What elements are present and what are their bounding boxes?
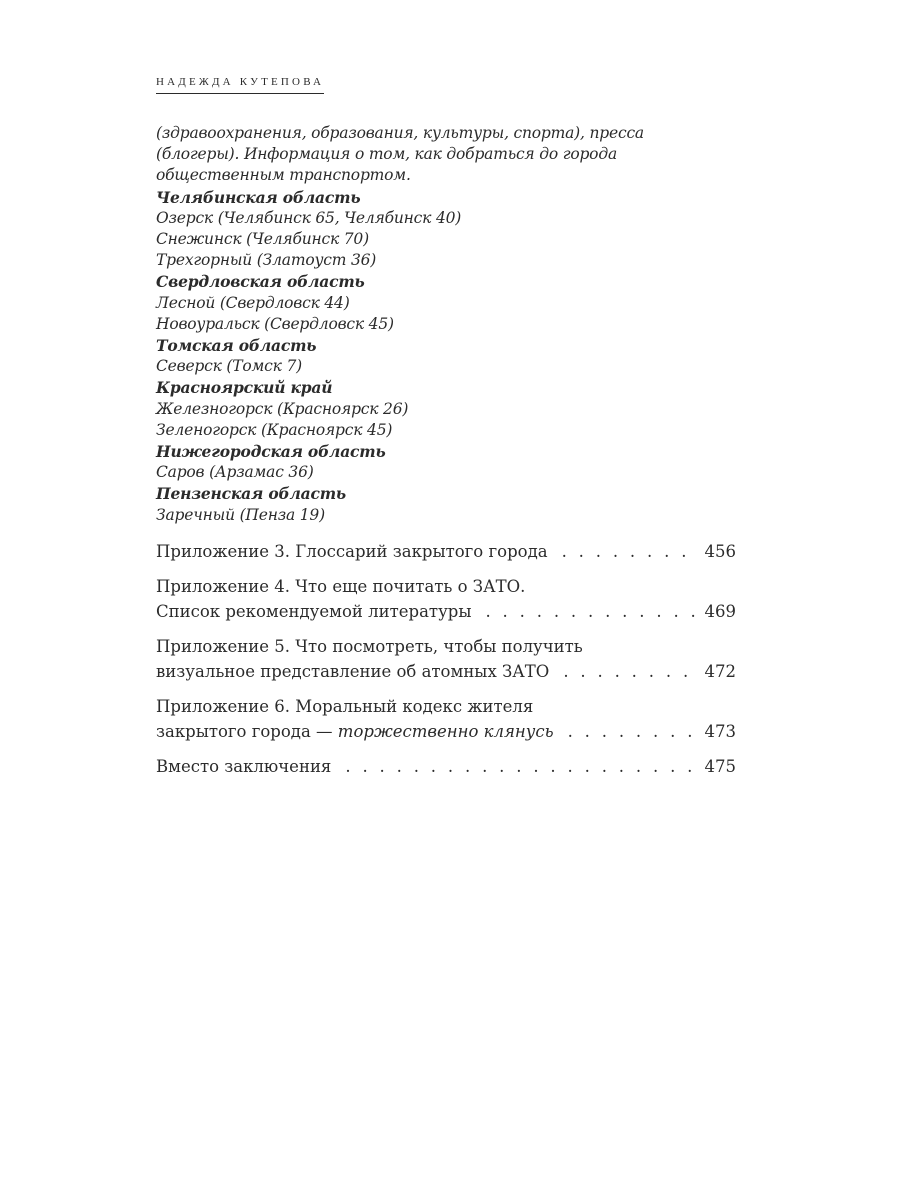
city-line: Северск (Томск 7) bbox=[156, 357, 302, 376]
toc-entry-appendix-5[interactable] bbox=[156, 635, 736, 684]
intro-line: общественным транспортом. bbox=[156, 166, 411, 185]
city-line: Саров (Арзамас 36) bbox=[156, 463, 314, 482]
city-line: Заречный (Пенза 19) bbox=[156, 505, 325, 524]
toc-entry-plain: закрытого города — bbox=[156, 721, 338, 741]
page-number: 472 bbox=[704, 661, 736, 681]
intro-line: (здравоохранения, образования, культуры, спорта), пресса bbox=[156, 124, 644, 142]
page-number: 469 bbox=[704, 601, 736, 621]
toc-entry-conclusion[interactable] bbox=[156, 755, 736, 780]
running-header: НАДЕЖДА КУТЕПОВА bbox=[156, 76, 324, 94]
leader-dots bbox=[562, 540, 699, 565]
leader-dots bbox=[568, 720, 699, 745]
city-line: Лесной (Свердловск 44) bbox=[156, 293, 350, 312]
city-line: Снежинск (Челябинск 70) bbox=[156, 230, 369, 249]
leader-dots bbox=[563, 660, 698, 685]
toc-entry-appendix-3[interactable] bbox=[156, 540, 736, 565]
toc-entry-title: Приложение 4. Что еще почитать о ЗАТО. bbox=[156, 577, 526, 597]
city-line: Новоуральск (Свердловск 45) bbox=[156, 314, 394, 333]
toc-entry-title-continued: Список рекомендуемой литературы bbox=[156, 601, 472, 621]
toc-entry-title: Приложение 5. Что посмотреть, чтобы получить bbox=[156, 637, 583, 657]
city-line: Трехгорный (Златоуст 36) bbox=[156, 251, 377, 270]
region-heading: Свердловская область bbox=[156, 272, 365, 292]
toc-entry-appendix-6[interactable] bbox=[156, 695, 736, 744]
region-heading: Пензенская область bbox=[156, 484, 346, 504]
city-line: Железногорск (Красноярск 26) bbox=[156, 399, 409, 418]
intro-line: (блогеры). Информация о том, как добраться до города bbox=[156, 145, 617, 164]
toc-entry-title: Приложение 6. Моральный кодекс жителя bbox=[156, 697, 534, 717]
section-list bbox=[156, 123, 736, 526]
region-heading: Красноярский край bbox=[156, 378, 333, 398]
toc-entry-title: Вместо заключения bbox=[156, 757, 332, 777]
toc-entry-italic: торжественно клянусь bbox=[337, 721, 554, 741]
toc-entry-title: Приложение 3. Глоссарий закрытого города bbox=[156, 541, 548, 561]
page-content bbox=[156, 123, 736, 791]
city-line: Зеленогорск (Красноярск 45) bbox=[156, 420, 393, 439]
region-heading: Томская область bbox=[156, 336, 317, 356]
leader-dots bbox=[485, 600, 698, 625]
region-heading: Нижегородская область bbox=[156, 442, 386, 462]
region-heading: Челябинская область bbox=[156, 187, 361, 207]
page-number: 475 bbox=[704, 757, 736, 777]
table-of-contents bbox=[156, 540, 736, 780]
toc-entry-appendix-4[interactable] bbox=[156, 575, 736, 624]
page-number: 456 bbox=[704, 541, 736, 561]
leader-dots bbox=[345, 755, 698, 780]
city-line: Озерск (Челябинск 65, Челябинск 40) bbox=[156, 208, 462, 227]
toc-entry-title-continued: визуальное представление об атомных ЗАТО bbox=[156, 661, 550, 681]
toc-entry-title-continued bbox=[156, 720, 554, 745]
page-number: 473 bbox=[704, 721, 736, 741]
